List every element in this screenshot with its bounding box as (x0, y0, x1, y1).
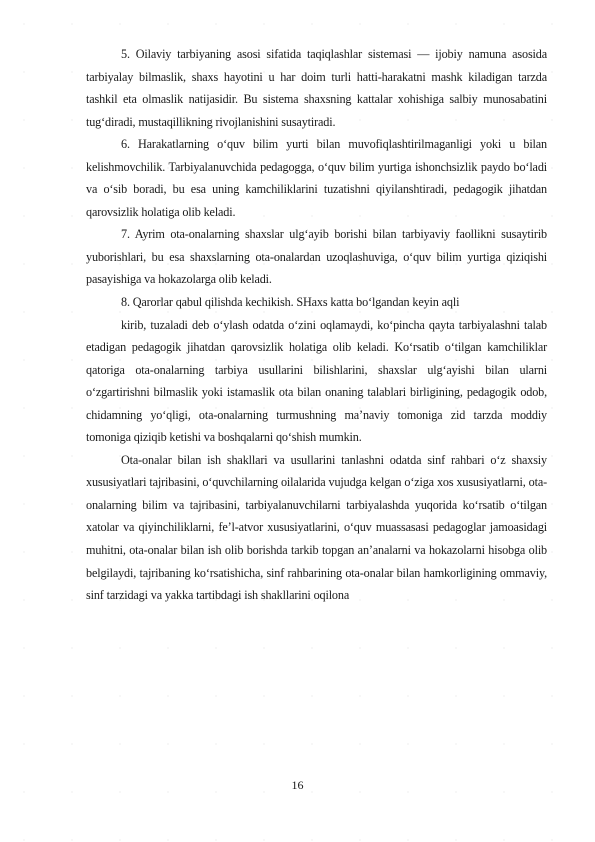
paragraph-8-continued: kirib, tuzaladi deb o‘ylash odatda o‘zini oqlamaydi, ko‘pincha qayta tarbiyalashni talab etadigan pedagogik jihatdan qarovsizlik holatiga olib keladi. Ko‘rsatib o‘tilgan kamchiliklar qatoriga ota-onalarning tarbiya usullarini bilishlarini, shaxslar ulg‘ayishi bilan ularni o‘zgartirishni bilmaslik yoki istamaslik ota bilan onaning talablari birligining, pedagogik odob, chidamning yo‘qligi, ota-onalarning turmushning ma’naviy tomoniga zid tarzda moddiy tomoniga qiziqib ketishi va boshqalarni qo‘shish mumkin. (86, 317, 547, 445)
paragraph-5: 5. Oilaviy tarbiyaning asosi sifatida taqiqlashlar sistemasi — ijobiy namuna asosida tarbiyalay bilmaslik, shaxs hayotini u har doim turli hatti-harakatni mashk kiladigan tarzda tashkil eta olmaslik natijasidir. Bu sistema shaxsning kattalar xohishiga salbiy munosabatini tug‘diradi, mustaqillikning rivojlanishini susaytiradi. (86, 47, 547, 129)
paragraph-ota-onalar: Ota-onalar bilan ish shakllari va usullarini tanlashni odatda sinf rahbari o‘z shaxsiy xususiyatlari tajribasini, o‘quvchilarning oilalarida vujudga kelgan o‘ziga xos xususiyatlarni, ota-onalarning bilim va tajribasini, tarbiyalanuvchilarni tarbiyalashda yuqorida ko‘rsatib o‘tilgan xatolar va qiyinchiliklarni, fe’l-atvor xususiyatlarini, o‘quv muassasasi pedagoglar jamoasidagi muhitni, ota-onalar bilan ish olib borishda tarkib topgan an’analarni va hokazolarni hisobga olib belgilaydi, tajribaning ko‘rsatishicha, sinf rahbarining ota-onalar bilan hamkorligining ommaviy, sinf tarzidagi va yakka tartibdagi ish shakllarini oqilona (86, 452, 547, 603)
paragraph-8: 8. Qarorlar qabul qilishda kechikish. SHaxs katta bo‘lgandan keyin aqli (121, 295, 460, 310)
paragraph-6: 6. Harakatlarning o‘quv bilim yurti bilan muvofiqlashtirilmaganligi yoki u bilan kelishmovchilik. Tarbiyalanuvchida pedagogga, o‘quv bilim yurtiga ishonchsizlik paydo bo‘ladi va o‘sib boradi, bu esa uning kamchiliklarini tuzatishni qiyilanshtiradi, pedagogik jihatdan qarovsizlik holatiga olib keladi. (86, 137, 547, 219)
paragraph-7: 7. Ayrim ota-onalarning shaxslar ulg‘ayib borishi bilan tarbiyaviy faollikni susaytirib yuborishlari, bu esa shaxslarning ota-onalardan uzoqlashuviga, o‘quv bilim yurtiga qiziqishi pasayishiga va hokazolarga olib keladi. (86, 227, 547, 287)
page-number: 16 (291, 778, 304, 792)
body-text (86, 43, 547, 607)
